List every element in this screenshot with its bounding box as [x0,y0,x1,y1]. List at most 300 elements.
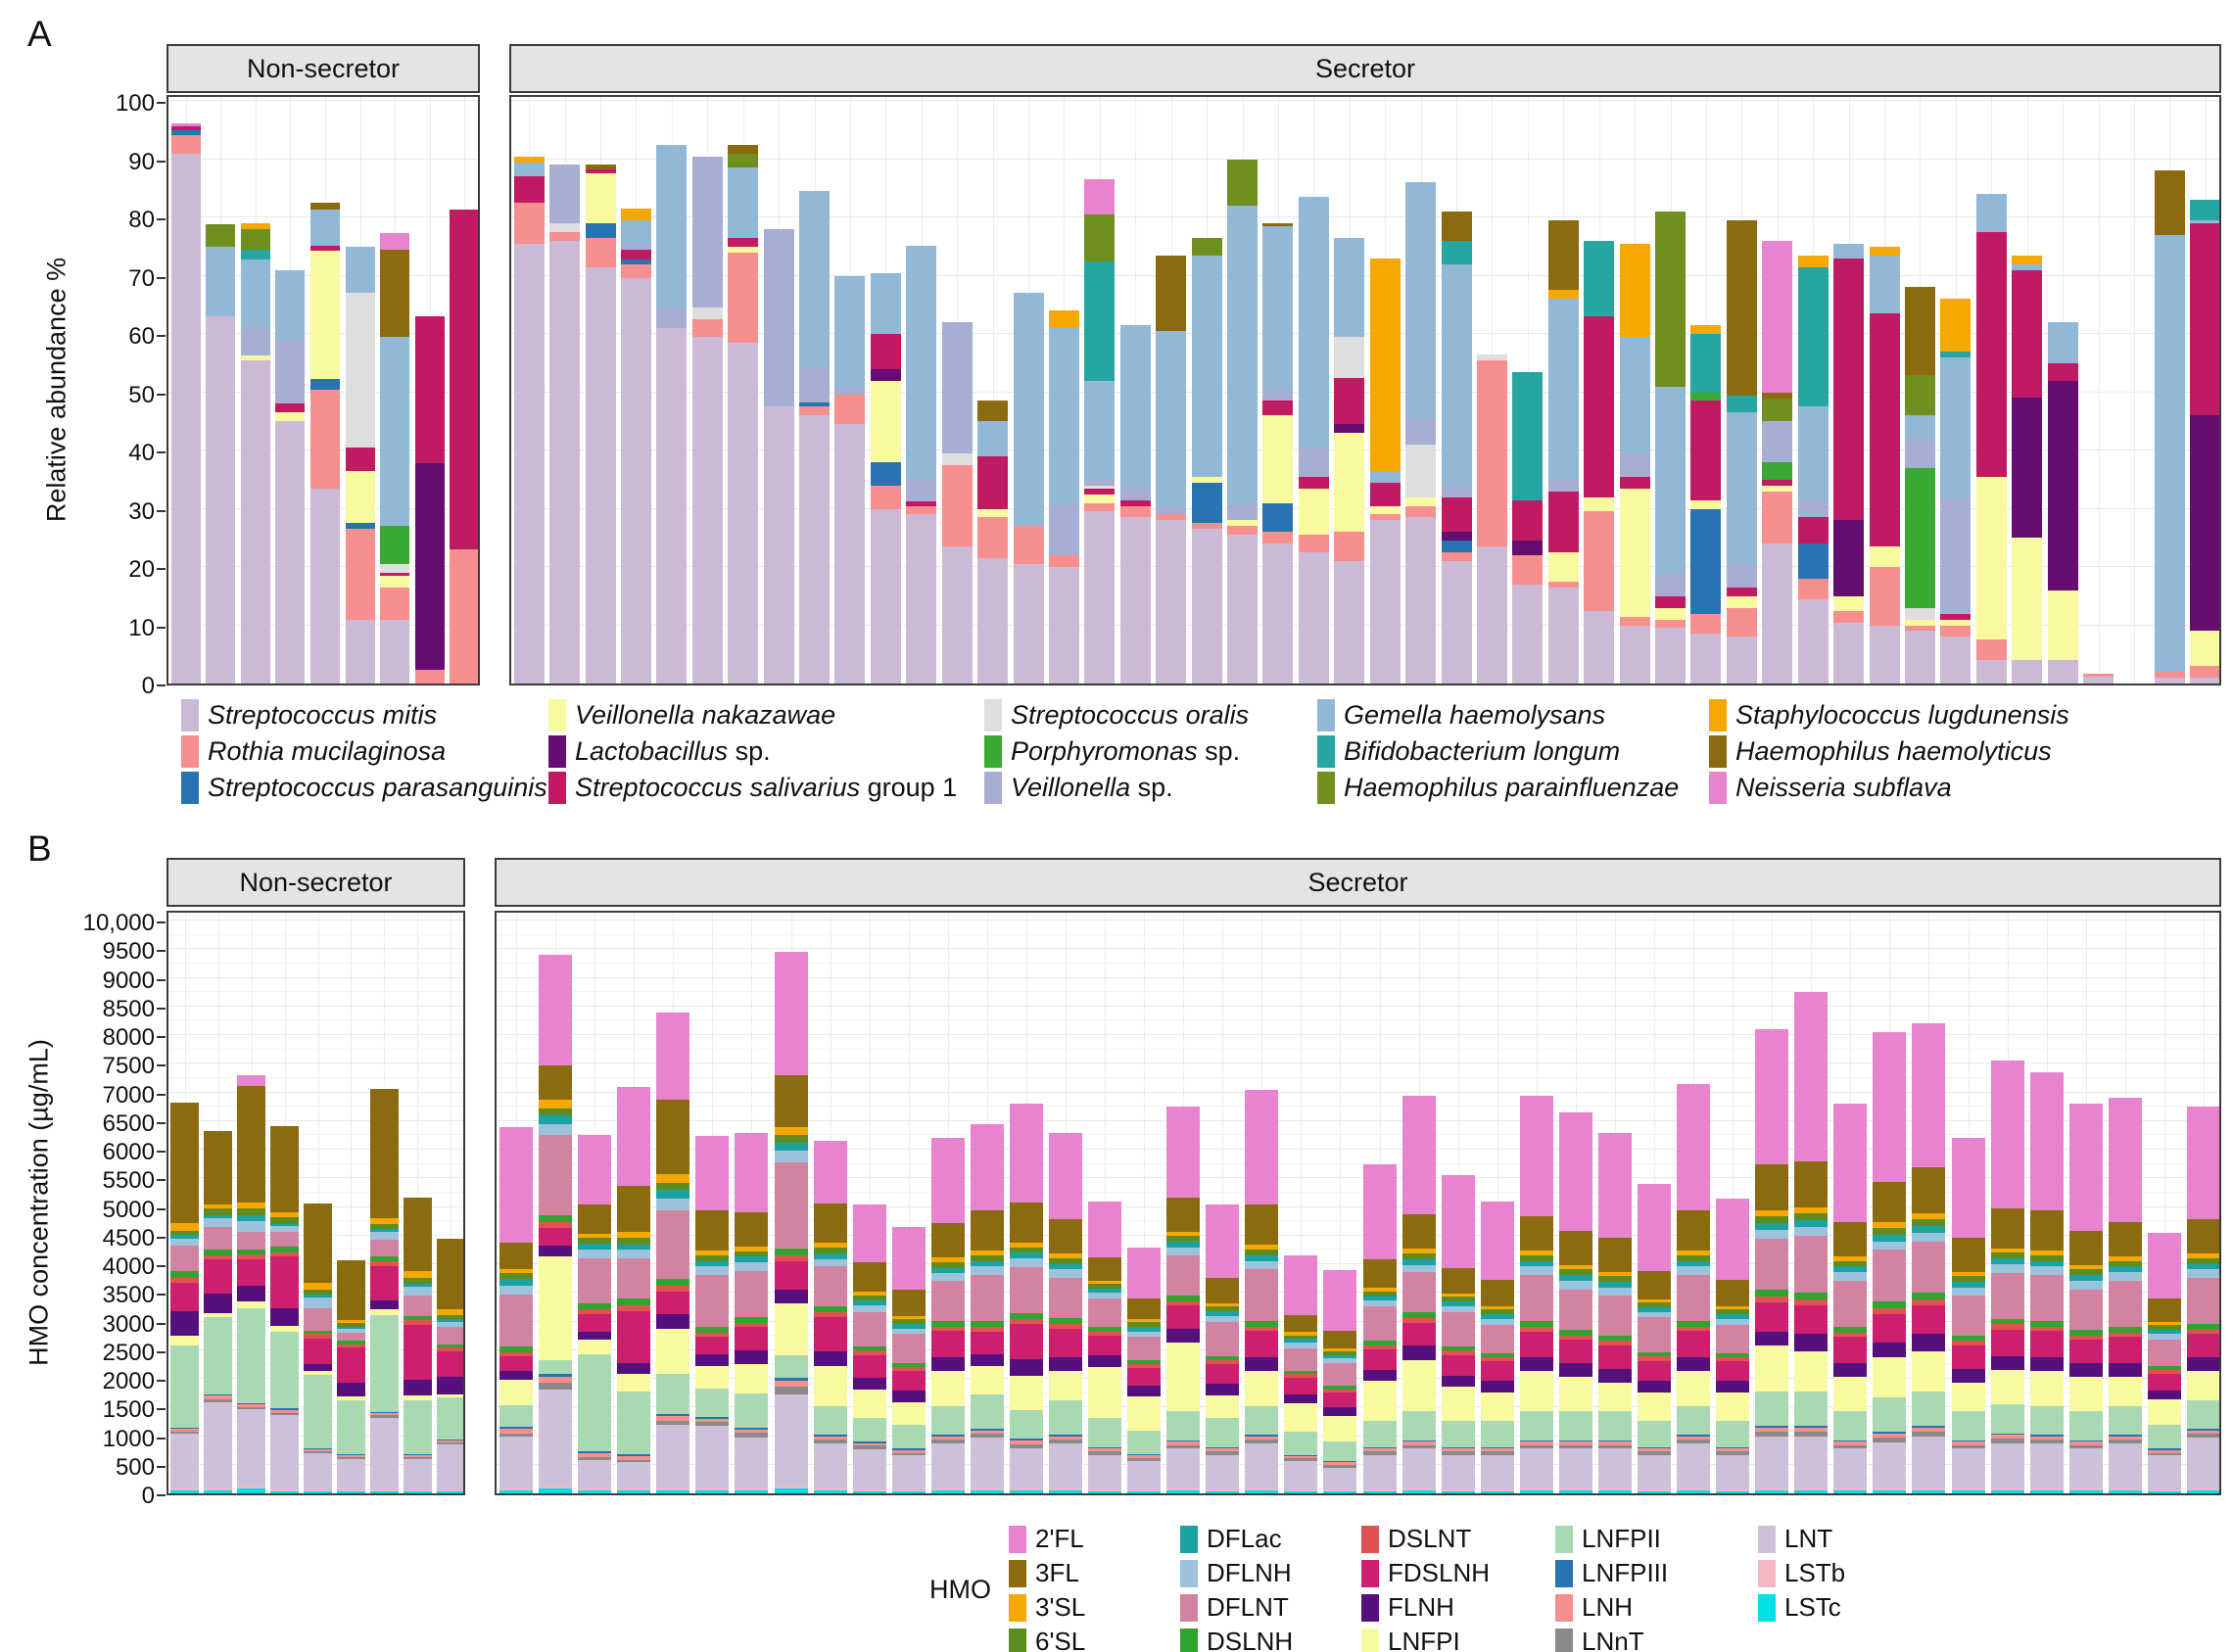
legend-column [1555,1524,1668,1652]
bar-segment [1299,448,1329,477]
bar-segment [514,176,545,203]
y-axis-label-hmo: HMO concentration (µg/mL) [24,1039,54,1366]
gridline [497,1120,2219,1121]
bar-segment [695,1354,729,1366]
stacked-bar [237,1075,265,1494]
bar-segment [892,1402,926,1425]
bar-segment [799,191,830,366]
bar-segment [204,1208,232,1215]
bar-segment [1833,1411,1867,1440]
y-tick-mark [157,1438,166,1440]
bar-segment [370,1300,399,1309]
legend-item [1555,1627,1668,1652]
bar-segment [1363,1306,1397,1341]
bar-segment [1477,546,1507,684]
bar-segment [1905,468,1935,608]
bar-segment [1912,1305,1945,1334]
bar-segment [1442,1312,1475,1346]
y-tick-mark [157,277,166,279]
bar-segment [1873,1235,1906,1242]
bar-segment [304,1298,332,1308]
stacked-bar [2155,170,2185,684]
legend-label-italic: Neisseria subflava [1735,773,1952,802]
legend-item [1555,1558,1668,1588]
bar-segment [1762,241,1792,393]
bar-segment [1520,1411,1553,1440]
bar-segment [656,1292,689,1314]
bar-segment [1677,1371,1710,1405]
y-tick-mark [157,1151,166,1153]
stacked-bar [1520,1096,1553,1493]
bar-segment [1620,337,1650,453]
bar-segment [1245,1490,1278,1493]
bar-segment [539,1246,572,1257]
legend-swatch [1555,1560,1573,1587]
bar-segment [814,1443,847,1489]
bar-segment [1049,310,1079,328]
bar-segment [2109,1337,2142,1362]
bar-segment [892,1391,926,1402]
bar-segment [404,1325,432,1380]
gridline [497,1092,2219,1093]
bar-segment [1677,1406,1710,1435]
legend-item [1758,1524,1845,1554]
bar-segment [1284,1378,1317,1395]
bar-segment [942,453,973,465]
stacked-bar [304,1204,332,1493]
legend-item [1009,1558,1085,1588]
bar-segment [586,238,616,267]
bar-segment [1284,1432,1317,1454]
bar-segment [775,1290,808,1304]
gridline-minor [168,991,463,992]
y-tick-label: 40 [128,440,155,466]
bar-segment [1912,1219,1945,1226]
bar-segment [380,233,409,250]
bar-segment [2069,1290,2103,1330]
bar-segment [549,223,580,232]
bar-segment [834,387,865,396]
bar-segment [275,403,305,412]
facet-strip [509,44,2221,93]
bar-segment [775,1151,808,1162]
legend-item [181,735,547,768]
bar-segment [853,1418,886,1440]
bar-segment [549,165,580,223]
legend-label [575,700,835,731]
stacked-bar [1010,1104,1043,1493]
bar-segment [617,1363,650,1375]
plot-panel [166,95,480,685]
y-tick-label: 2500 [102,1339,155,1366]
bar-segment [539,1115,572,1124]
bar-segment [1402,1323,1436,1345]
bar-segment [1559,1448,1592,1488]
y-tick-label: 1000 [102,1425,155,1452]
bar-segment [1833,1490,1867,1493]
bar-segment [1088,1491,1121,1493]
legend-swatch [984,735,1002,768]
bar-segment [1284,1255,1317,1314]
y-tick-label: 0 [141,1483,155,1509]
legend-item [548,699,957,732]
legend-label: LNFPII [1582,1524,1661,1553]
bar-segment [1584,497,1614,512]
bar-segment [437,1444,465,1490]
hmo-legend-title: HMO [929,1575,991,1604]
bar-segment [853,1204,886,1263]
bar-segment [1912,1334,1945,1351]
bar-segment [1084,511,1115,684]
plot-panel [166,911,465,1495]
bar-segment [1481,1361,1514,1381]
stacked-bar [871,273,901,684]
bar-segment [1940,626,1971,637]
bar-segment [1833,1337,1867,1362]
bar-segment [1010,1203,1043,1243]
bar-segment [871,334,901,369]
bar-segment [2187,1490,2220,1493]
bar-segment [241,260,270,326]
bar-segment [1952,1138,1985,1237]
gridline-minor [497,1049,2219,1050]
bar-segment [1798,256,1829,267]
stacked-bar [1299,197,1329,684]
y-tick-label: 0 [141,673,155,699]
stacked-bar [1481,1202,1514,1493]
bar-segment [1156,256,1186,331]
bar-segment [1192,256,1222,477]
legend-item [1709,772,2069,804]
bar-segment [1088,1455,1121,1489]
bar-segment [2012,270,2042,399]
bar-segment [1716,1361,1749,1381]
bar-segment [906,246,936,479]
bar-segment [1262,532,1293,543]
bar-segment [1120,517,1151,684]
bar-segment [404,1296,432,1315]
bar-segment [775,1488,808,1493]
bar-segment [1363,1455,1397,1489]
bar-segment [1991,1404,2024,1433]
bar-segment [1323,1416,1356,1441]
bar-segment [1598,1238,1632,1272]
legend-label: Veillonella sp. [1011,773,1173,802]
bar-segment [1870,546,1900,567]
bar-segment [1192,238,1222,256]
legend-swatch [1180,1560,1198,1587]
bar-segment [695,1266,729,1275]
bar-segment [1402,1265,1436,1273]
bar-segment [1727,596,1757,608]
bar-segment [1166,1343,1200,1411]
bar-segment [1481,1421,1514,1446]
panel-a-letter: A [27,14,52,54]
bar-segment [1049,1490,1082,1493]
bar-segment [1402,1360,1436,1412]
stacked-bar [1716,1199,1749,1493]
bar-segment [1520,1371,1553,1411]
bar-segment [931,1273,965,1281]
bar-segment [586,173,616,223]
bar-segment [1794,1236,1828,1294]
y-tick-label: 6000 [102,1139,155,1165]
bar-segment [1912,1023,1945,1167]
legend-item [984,699,1249,732]
facet-strip [495,858,2221,907]
bar-segment [1548,290,1579,299]
bar-segment [270,1332,299,1409]
bar-segment [977,456,1008,509]
stacked-bar [1952,1138,1985,1493]
facet-label: Non-secretor [246,53,401,83]
legend-item [1758,1592,1845,1623]
legend-label: DFLac [1207,1524,1282,1553]
bar-segment [539,1488,572,1493]
y-tick-mark [157,950,166,952]
stacked-bar [1402,1096,1436,1493]
bar-segment [1873,1032,1906,1182]
bar-segment [1245,1357,1278,1372]
bar-segment [1655,573,1686,596]
y-axis-label-abundance: Relative abundance % [41,257,71,523]
legend-column [1709,699,2069,804]
bar-segment [1262,503,1293,533]
bar-segment [1010,1359,1043,1377]
bar-segment [1873,1228,1906,1235]
bar-segment [415,463,445,670]
bar-segment [1991,1273,2024,1319]
bar-segment [370,1232,399,1240]
bar-segment [514,244,545,684]
bar-segment [617,1186,650,1232]
bar-segment [728,145,758,154]
bar-segment [170,1246,199,1271]
bar-segment [310,390,340,489]
bar-segment [2148,1399,2181,1425]
bar-segment [1655,628,1686,684]
legend-label: Streptococcus salivarius group 1 [575,773,958,802]
legend-swatch [1709,772,1727,804]
stacked-bar [1088,1202,1121,1493]
bar-segment [1912,1437,1945,1488]
bar-segment [1677,1443,1710,1489]
bar-segment [1245,1371,1278,1405]
bar-segment [270,1232,299,1247]
bar-segment [1402,1214,1436,1249]
gridline-minor [497,991,2219,992]
bar-segment [1952,1383,1985,1411]
stacked-bar [971,1124,1004,1493]
bar-segment [2012,256,2042,264]
stacked-bar [1690,325,1721,684]
stacked-bar [2148,1233,2181,1493]
bar-segment [656,1314,689,1329]
bar-segment [695,1337,729,1354]
stacked-bar [775,952,808,1493]
bar-segment [1794,1305,1828,1334]
bar-segment [1127,1337,1161,1359]
bar-segment [1088,1298,1121,1327]
bar-segment [1084,214,1115,261]
bar-segment [892,1227,926,1290]
bar-segment [2030,1275,2064,1321]
bar-segment [206,247,235,316]
bar-segment [931,1331,965,1356]
legend-swatch [984,772,1002,804]
legend-label-italic: Veillonella [1011,773,1131,802]
bar-segment [1127,1491,1161,1493]
bar-segment [1166,1411,1200,1440]
legend-item [1180,1558,1293,1588]
bar-segment [971,1354,1004,1366]
bar-segment [270,1126,299,1212]
bar-segment [1049,1443,1082,1489]
y-tick-label: 60 [128,323,155,350]
stacked-bar [499,1127,533,1493]
facet-label: Secretor [1314,53,1416,83]
bar-segment [1206,1395,1239,1418]
bar-segment [1559,1290,1592,1330]
bar-segment [1638,1392,1671,1421]
legend-swatch [1009,1594,1026,1622]
bar-segment [1166,1329,1200,1344]
bar-segment [1952,1345,1985,1368]
bar-segment [1873,1182,1906,1222]
stacked-bar [1620,244,1650,684]
bar-segment [1363,1491,1397,1493]
y-tick-mark [157,1380,166,1382]
legend-column [1317,699,1679,804]
bar-segment [170,1103,199,1223]
bar-segment [1010,1448,1043,1488]
y-tick-mark [157,394,166,396]
bar-segment [539,1065,572,1100]
bar-segment [1323,1363,1356,1386]
legend-label [1735,736,2052,767]
legend-item [1361,1627,1490,1652]
legend-item [1758,1558,1845,1588]
bar-segment [977,558,1008,684]
legend-item [548,735,957,768]
legend-swatch [181,699,199,732]
legend-item [984,735,1249,768]
legend-label-italic: Staphylococcus lugdunensis [1735,700,2069,730]
bar-segment [942,546,973,684]
legend-column [181,699,547,804]
bar-segment [1088,1202,1121,1257]
bar-segment [2030,1490,2064,1493]
bar-segment [1405,445,1436,497]
plot-panel [509,95,2221,685]
bar-segment [539,1390,572,1487]
y-tick-label: 10 [128,614,155,641]
y-tick-label: 7000 [102,1081,155,1109]
bar-segment [380,337,409,526]
legend-label: FDSLNH [1388,1558,1491,1587]
bar-segment [1402,1345,1436,1360]
bar-segment [1227,206,1258,502]
y-tick-label: 80 [128,207,155,233]
bar-segment [775,1261,808,1290]
legend-label [208,700,437,731]
bar-segment [1323,1468,1356,1490]
bar-segment [1127,1461,1161,1489]
bar-segment [1833,623,1864,684]
bar-segment [1405,182,1436,418]
bar-segment [942,465,973,546]
bar-segment [1912,1242,1945,1294]
bar-segment [204,1218,232,1227]
bar-segment [1049,1371,1082,1399]
bar-segment [2109,1272,2142,1281]
bar-segment [1873,1314,1906,1343]
bar-segment [1952,1369,1985,1384]
bar-segment [1559,1490,1592,1493]
bar-segment [1873,1301,1906,1308]
bar-segment [370,1089,399,1218]
facet-label: Secretor [1307,867,1408,897]
bar-segment [2012,538,2042,660]
bar-segment [237,1075,265,1087]
stacked-bar [415,316,445,684]
bar-segment [1227,535,1258,684]
stacked-bar [346,247,375,684]
bar-segment [764,229,794,406]
bar-segment [337,1459,365,1490]
y-tick-mark [157,218,166,220]
bar-segment [2069,1411,2103,1440]
stacked-bar [1166,1107,1200,1493]
bar-segment [241,250,270,260]
legend-label: 2'FL [1035,1524,1084,1553]
bar-segment [1299,197,1329,448]
bar-segment [2030,1331,2064,1356]
legend-label-italic: Streptococcus mitis [208,700,438,730]
bar-segment [1833,596,1864,611]
bar-segment [1299,552,1329,684]
bar-segment [853,1378,886,1390]
bar-segment [370,1266,399,1300]
bar-segment [1755,1216,1788,1223]
bar-segment [1520,1266,1553,1275]
bar-segment [692,307,723,319]
bar-segment [1833,520,1864,595]
bar-segment [1638,1455,1671,1489]
bar-segment [764,406,794,684]
stacked-bar [586,165,616,684]
bar-segment [2187,1334,2220,1356]
bar-segment [2148,1391,2181,1399]
stacked-bar [171,123,201,684]
bar-segment [1049,328,1079,503]
bar-segment [1620,626,1650,684]
gridline-minor [168,1077,463,1078]
bar-segment [1655,387,1686,573]
bar-segment [437,1377,465,1394]
stacked-bar [380,233,409,684]
bar-segment [237,1221,265,1233]
bar-segment [1512,541,1543,555]
bar-segment [1442,532,1472,541]
legend-label-italic: Streptococcus parasanguinis [208,773,547,802]
bar-segment [906,506,936,515]
stacked-bar [2048,322,2078,684]
bar-segment [1520,1096,1553,1216]
bar-segment [775,1249,808,1255]
bar-segment [1912,1167,1945,1213]
bar-segment [549,232,580,241]
